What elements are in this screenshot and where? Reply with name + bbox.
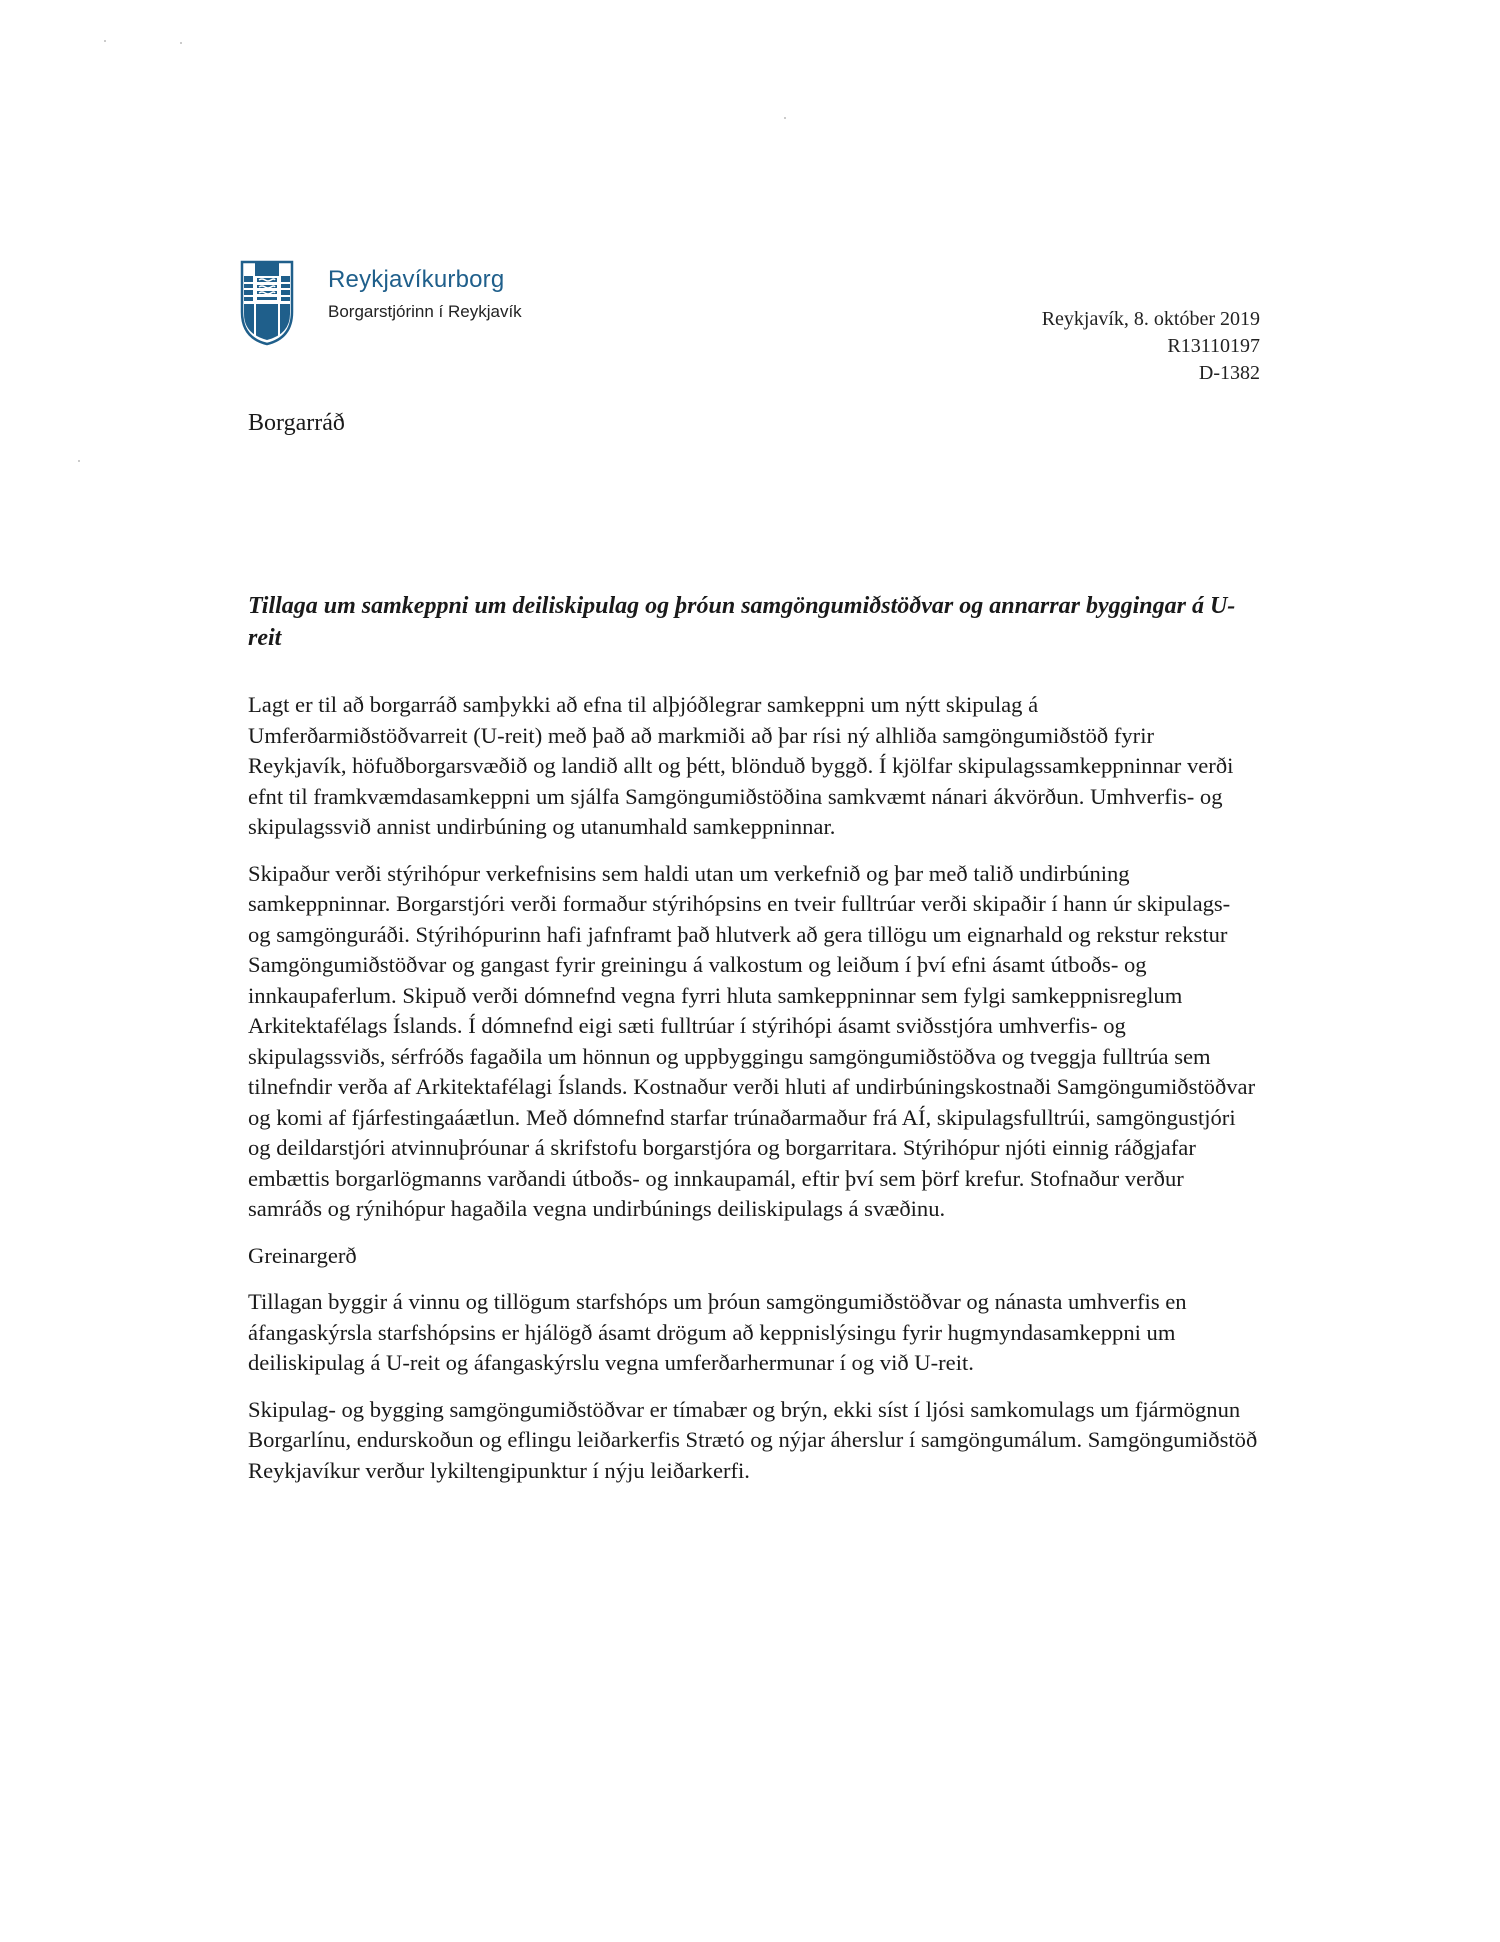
reference-number: R13110197 bbox=[1167, 335, 1260, 357]
org-subtitle: Borgarstjórinn í Reykjavík bbox=[328, 302, 522, 321]
addressee: Borgarráð bbox=[248, 410, 345, 436]
paragraph: Skipulag- og bygging samgöngumiðstöðvar er tímabær og brýn, ekki síst í ljósi samkomulags um fjármögnun Borgarlínu, endurskoðun og eflingu leiðarkerfis Strætó og nýjar áherslur í samgöngumálum. Samgöngumiðstöð Reykjavíkur verður lykiltengipunktur í nýju leiðarkerfi. bbox=[248, 1396, 1258, 1483]
letter-body bbox=[248, 690, 1258, 1502]
document-number: D-1382 bbox=[1198, 362, 1260, 384]
place-date: Reykjavík, 8. október 2019 bbox=[1041, 308, 1260, 330]
org-name: Reykjavíkurborg bbox=[328, 266, 505, 293]
scan-speck bbox=[784, 117, 786, 119]
scan-speck bbox=[180, 42, 182, 44]
scan-speck bbox=[78, 460, 80, 462]
paragraph: Skipaður verði stýrihópur verkefnisins sem haldi utan um verkefnið og þar með talið undirbúning samkeppninnar. Borgarstjóri verði formaður stýrihópsins en tveir fulltrúar verði skipaðir í hann úr skipulags- og samgönguráði. Stýrihópurinn hafi jafnframt það hlutverk að gera tillögu um eignarhald og rekstur rekstur Samgöngumiðstöðvar og gangast fyrir greiningu á valkostum og leiðum í því efni ásamt útboðs- og innkaupaferlum. Skipuð verði dómnefnd vegna fyrri hluta samkeppninnar sem fylgi samkeppnisreglum Arkitektafélags Íslands. Í dómnefnd eigi sæti fulltrúar í stýrihópi ásamt sviðsstjóra umhverfis- og skipulagssviðs, sérfróðs fagaðila um hönnun og uppbyggingu samgöngumiðstöðva og tveggja fulltrúa sem tilnefndir verða af Arkitektafélagi Íslands. Kostnaður verði hluti af undirbúningskostnaði Samgöngumiðstöðvar og komi af fjárfestingaáætlun. Með dómnefnd starfar trúnaðarmaður frá AÍ, skipulagsfulltrúi, samgöngustjóri og deildarstjóri atvinnuþróunar á skrifstofu borgarstjóra og borgarritara. Stýrihópur njóti einnig ráðgjafar embættis borgarlögmanns varðandi útboðs- og innkaupamál, eftir því sem þörf krefur. Stofnaður verður samráðs og rýnihópur hagaðila vegna undirbúnings deiliskipulags á svæðinu. bbox=[248, 860, 1256, 1221]
scan-speck bbox=[104, 40, 106, 42]
letter-title: Tillaga um samkeppni um deiliskipulag og þróun samgöngumiðstöðvar og annarrar byggingar á U-reit bbox=[248, 593, 1236, 651]
section-heading: Greinargerð bbox=[248, 1242, 357, 1268]
paragraph: Tillagan byggir á vinnu og tillögum starfshóps um þróun samgöngumiðstöðvar og nánasta umhverfis en áfangaskýrsla starfshópsins er hjálögð ásamt drögum að keppnislýsingu fyrir hugmyndasamkeppni um deiliskipulag á U-reit og áfangaskýrslu vegna umferðarhermunar í og við U-reit. bbox=[248, 1289, 1187, 1375]
letter-meta bbox=[1042, 306, 1260, 387]
paragraph: Lagt er til að borgarráð samþykki að efna til alþjóðlegrar samkeppni um nýtt skipulag á Umferðarmiðstöðvarreit (U-reit) með það að markmiði að þar rísi ný alhliða samgöngumiðstöð fyrir Reykjavík, höfuðborgarsvæðið og landið allt og þétt, blönduð byggð. Í kjölfar skipulagssamkeppninnar verði efnt til framkvæmdasamkeppni um sjálfa Samgöngumiðstöðina samkvæmt nánari ákvörðun. Umhverfis- og skipulagssvið annist undirbúning og utanumhald samkeppninnar. bbox=[248, 692, 1234, 839]
reykjavik-coat-of-arms-icon bbox=[240, 260, 294, 346]
